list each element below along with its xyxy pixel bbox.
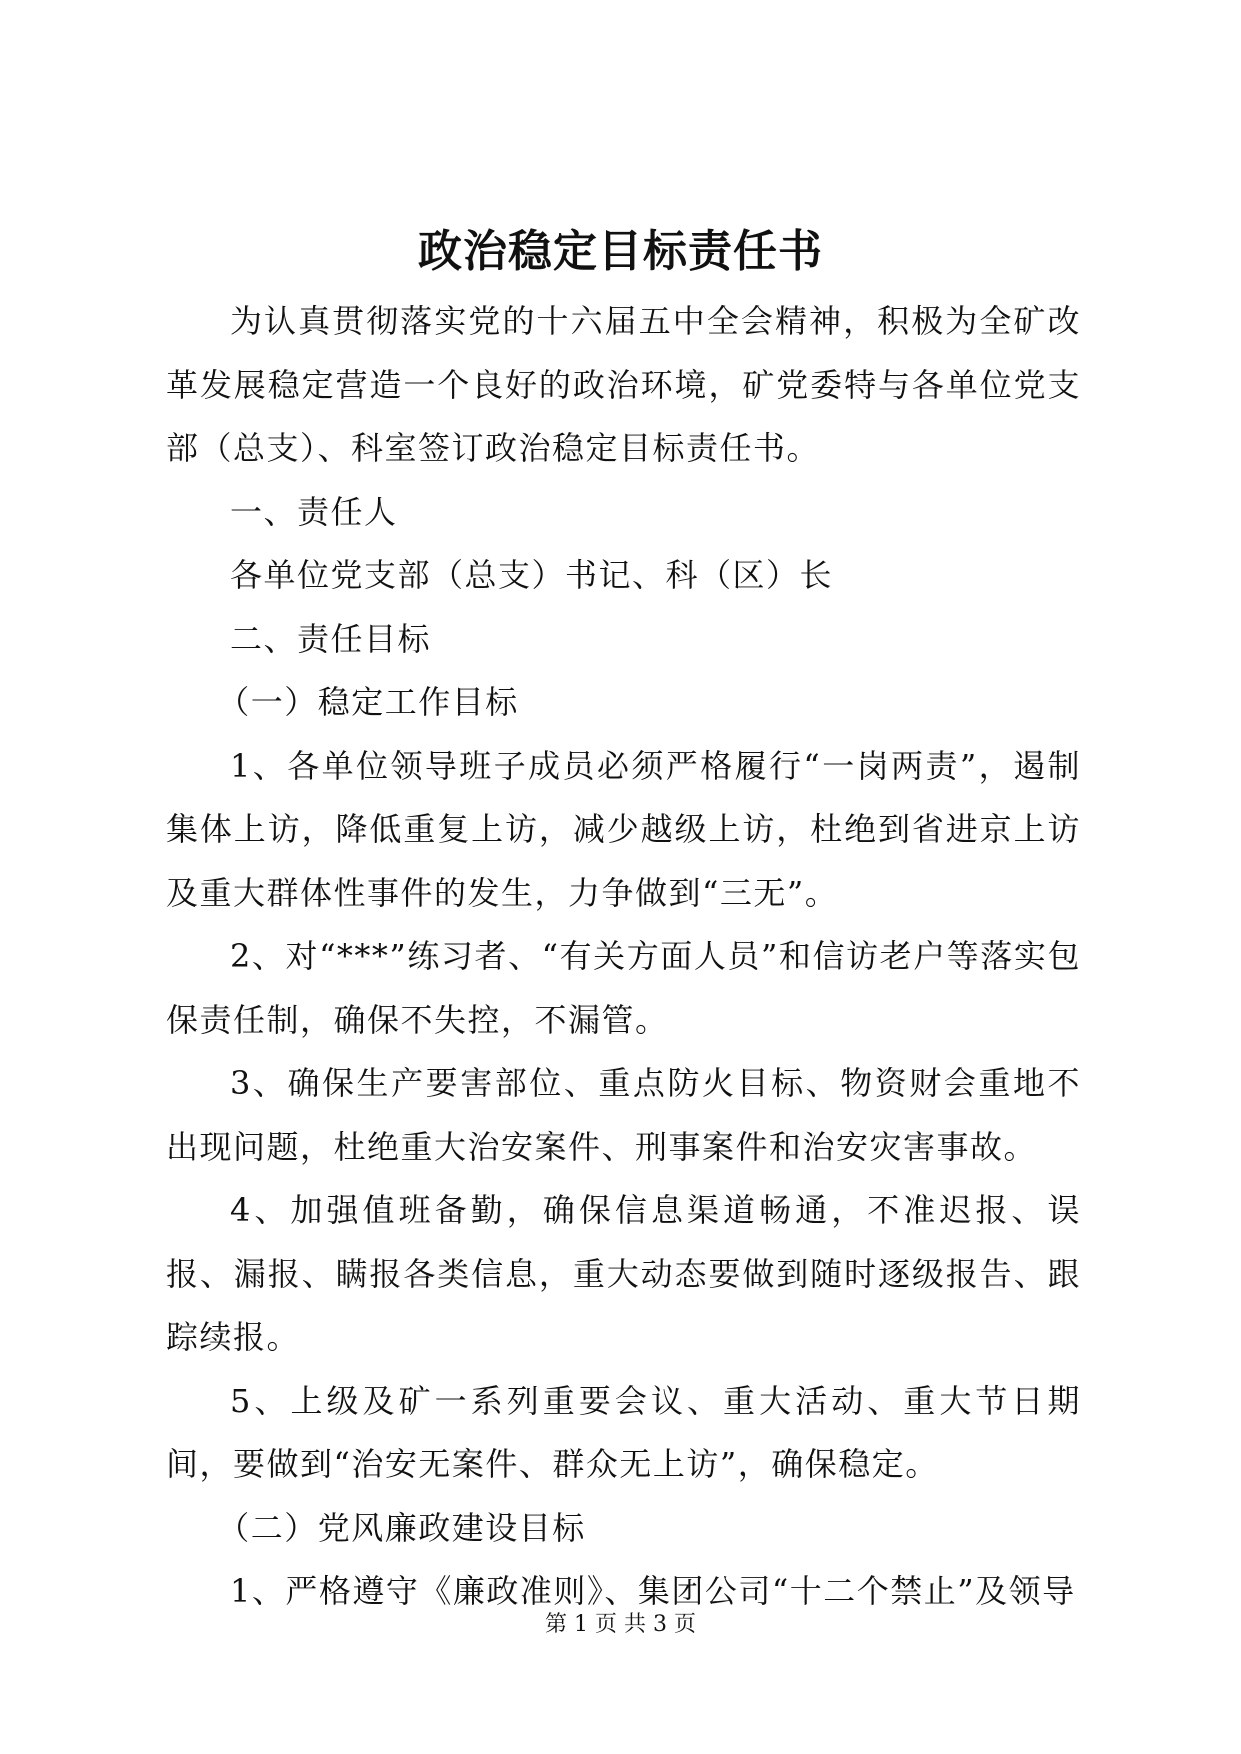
stability-goal-item-3: 3、确保生产要害部位、重点防火目标、物资财会重地不出现问题，杜绝重大治安案件、刑事案件和治安灾害事故。 [166, 1064, 1081, 1166]
document-title: 政治稳定目标责任书 [418, 226, 823, 277]
integrity-goal-item-1: 1、严格遵守《廉政准则》、集团公司“十二个禁止”及领导 [230, 1572, 1076, 1610]
section-heading-responsibility-goals: 二、责任目标 [230, 619, 432, 658]
subsection-heading-integrity-goals: （二）党风廉政建设目标 [217, 1508, 586, 1547]
stability-goal-item-2: 2、对“***”练习者、“有关方面人员”和信访老户等落实包保责任制，确保不失控，不漏管。 [166, 937, 1081, 1039]
subsection-heading-stability-goals: （一）稳定工作目标 [217, 683, 519, 721]
page-footer: 第 1 页 共 3 页 [545, 1612, 696, 1637]
stability-goal-item-4: 4、加强值班备勤，确保信息渠道畅通，不准迟报、误报、漏报、瞒报各类信息，重大动态要做到随时逐级报告、跟踪续报。 [166, 1191, 1081, 1356]
stability-goal-item-1: 1、各单位领导班子成员必须严格履行“一岗两责”，遏制集体上访，降低重复上访，减少越级上访，杜绝到省进京上访及重大群体性事件的发生，力争做到“三无”。 [166, 746, 1081, 912]
section-heading-responsible-person: 一、责任人 [230, 492, 398, 531]
responsible-person-text: 各单位党支部（总支）书记、科（区）长 [230, 556, 834, 594]
document-body [166, 290, 1081, 1624]
stability-goal-item-5: 5、上级及矿一系列重要会议、重大活动、重大节日期间，要做到“治安无案件、群众无上访”，确保稳定。 [166, 1381, 1081, 1483]
intro-paragraph: 为认真贯彻落实党的十六届五中全会精神，积极为全矿改革发展稳定营造一个良好的政治环境，矿党委特与各单位党支部（总支）、科室签订政治稳定目标责任书。 [166, 302, 1081, 467]
